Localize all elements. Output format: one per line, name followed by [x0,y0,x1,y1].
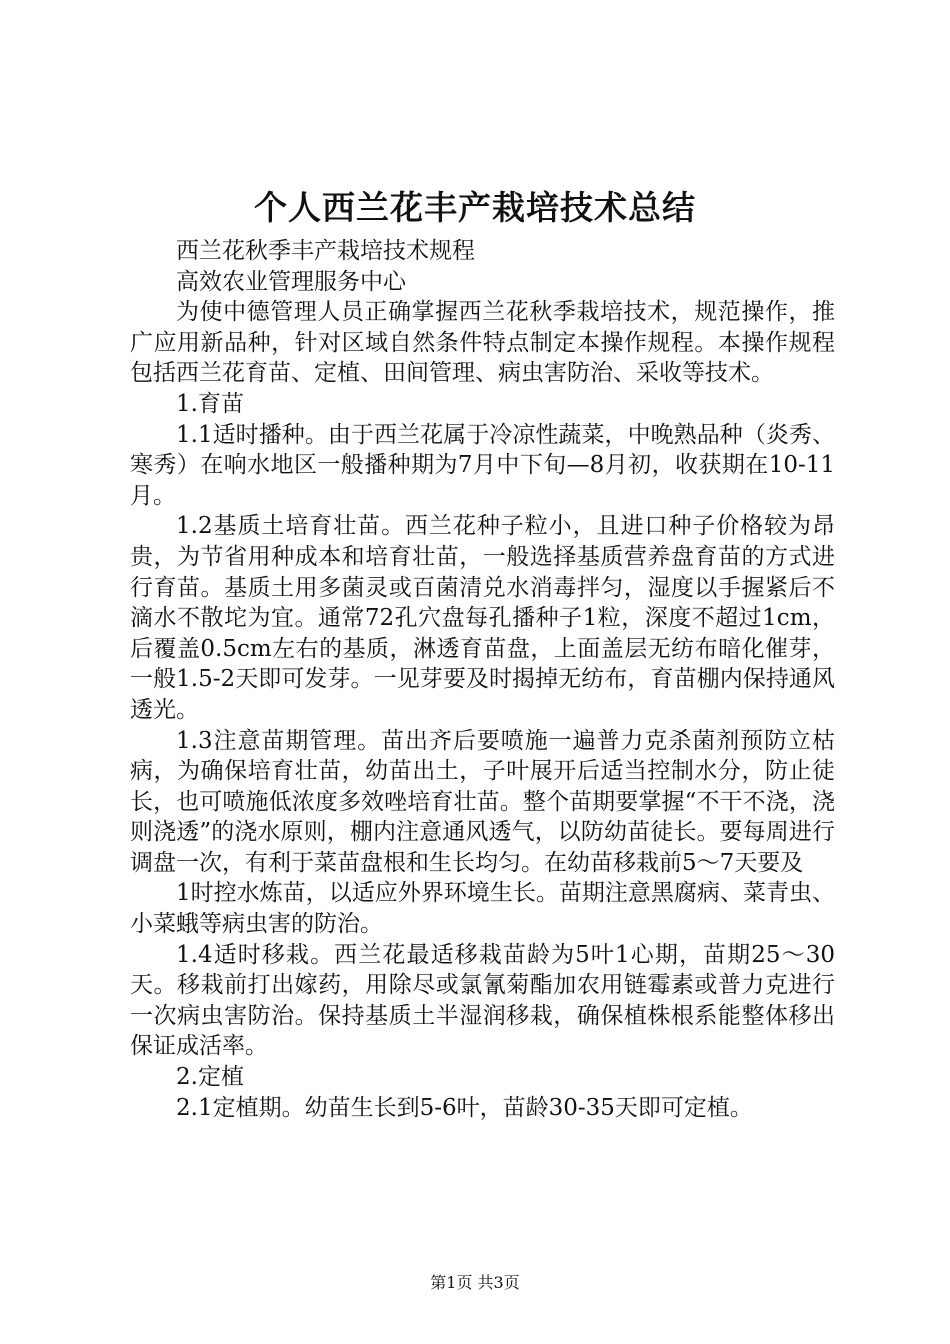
paragraph-subtitle: 西兰花秋季丰产栽培技术规程 [176,238,475,264]
paragraph-2-1: 2.1定植期。幼苗生长到5-6叶，苗龄30-35天即可定植。 [176,1094,753,1121]
section-heading-planting: 2.定植 [176,1064,244,1091]
page-indicator: 第1页 共3页 [430,1273,520,1292]
paragraph-1-2: 1.2基质土培育壮苗。西兰花种子粒小，且进口种子价格较为昂贵，为节省用种成本和培育壮苗，一般选择基质营养盘育苗的方式进行育苗。基质土用多菌灵或百菌清兑水消毒拌匀，湿度以手握紧后不滴水不散坨为宜。通常72孔穴盘每孔播种子1粒，深度不超过1cm，后覆盖0.5cm左右的基质，淋透育苗盘，上面盖层无纺布暗化催芽，一般1.5-2天即可发芽。一见芽要及时揭掉无纺布，育苗棚内保持通风透光。 [130,513,835,723]
paragraph-1-3: 1.3注意苗期管理。苗出齐后要喷施一遍普力克杀菌剂预防立枯病，为确保培育壮苗，幼苗出土，子叶展开后适当控制水分，防止徒长，也可喷施低浓度多效唑培育壮苗。整个苗期要掌握“不干不浇，浇则浇透”的浇水原则，棚内注意通风透气，以防幼苗徒长。要每周进行调盘一次，有利于菜苗盘根和生长均匀。在幼苗移栽前5～7天要及 [130,727,835,876]
paragraph-intro: 为使中德管理人员正确掌握西兰花秋季栽培技术，规范操作，推广应用新品种，针对区域自然条件特点制定本操作规程。本操作规程包括西兰花育苗、定植、田间管理、病虫害防治、采收等技术。 [130,299,835,387]
paragraph-1-3-continued: 1时控水炼苗，以适应外界环境生长。苗期注意黑腐病、菜青虫、小菜蛾等病虫害的防治。 [130,880,835,938]
section-heading-seedling: 1.育苗 [176,390,244,417]
document-body [130,236,835,1123]
paragraph-1-1: 1.1适时播种。由于西兰花属于冷凉性蔬菜，中晚熟品种（炎秀、寒秀）在响水地区一般播种期为7月中下旬—8月初，收获期在10-11月。 [130,421,835,509]
paragraph-1-4: 1.4适时移栽。西兰花最适移栽苗龄为5叶1心期，苗期25～30天。移栽前打出嫁药，用除尽或氯氰菊酯加农用链霉素或普力克进行一次病虫害防治。保持基质土半湿润移栽，确保植株根系能整体移出保证成活率。 [130,941,835,1060]
paragraph-organization: 高效农业管理服务中心 [176,268,406,295]
document-title: 个人西兰花丰产栽培技术总结 [254,188,696,227]
